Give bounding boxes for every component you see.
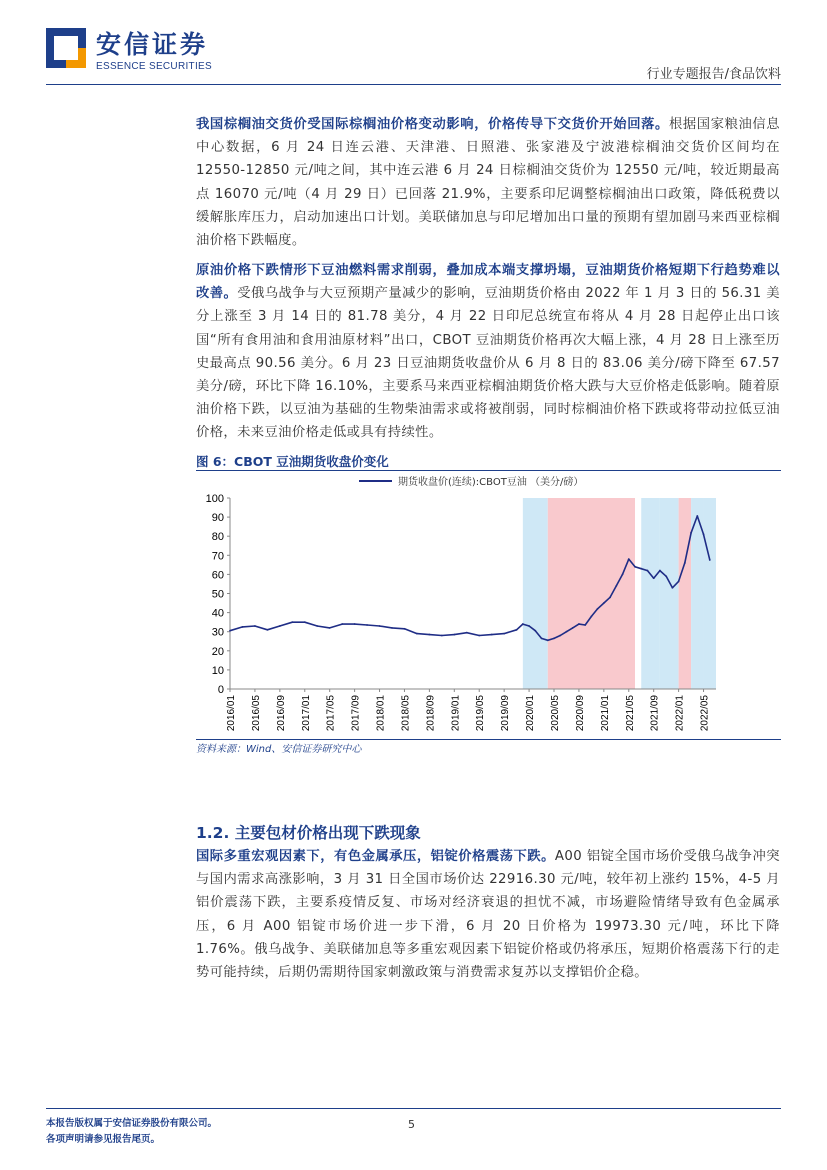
y-tick-label: 60 — [211, 569, 224, 582]
series-point — [453, 634, 455, 636]
series-point — [254, 625, 256, 627]
series-point — [291, 621, 293, 623]
series-point — [503, 633, 505, 635]
paragraph-body: 受俄乌战争与大豆预期产量减少的影响，豆油期货价格由 2022 年 1 月 3 日的 56.31 美分上涨至 3 月 14 日的 81.78 美分，4 月 22 日印尼总统宣布将从 4 月 28 日起停止出口该国“所有食用油和食用油原材料”出口，CBOT 豆油期货价格再次大幅上涨，4 月 28 日上涨至历史最高点 90.56 美分。6 月 23 日豆油期货收盘价从 6 月 8 日的 83.06 美分/磅下降至 67.57 美分/磅，环比下降 16.10%，主要系马来西亚棕榈油期货价格大跌与大豆价格走低影响。随着原油价格下跌，以豆油为基础的生物柴油需求或将被削弱，同时棕榈油价格下跌或将带动拉低豆油价格，未来豆油价格走低或具有持续性。 — [196, 286, 780, 441]
x-tick-label: 2017/09 — [350, 695, 362, 732]
series-point — [566, 631, 568, 633]
x-tick-label: 2018/05 — [400, 695, 412, 732]
series-point — [242, 626, 244, 628]
y-tick-label: 10 — [211, 664, 224, 677]
series-point — [534, 630, 536, 632]
series-point — [522, 623, 524, 625]
x-tick-label: 2022/05 — [699, 695, 711, 732]
paragraph-lead: 我国棕榈油交货价受国际棕榈油价格变动影响，价格传导下交货价开始回落。 — [196, 117, 669, 132]
x-tick-label: 2016/01 — [226, 695, 237, 732]
series-point — [603, 602, 605, 604]
y-tick-label: 70 — [211, 550, 224, 563]
series-point — [404, 628, 406, 630]
series-point — [266, 629, 268, 631]
paragraph-aluminum — [196, 845, 780, 984]
y-tick-label: 80 — [211, 531, 224, 544]
series-point — [690, 532, 692, 534]
series-point — [678, 581, 680, 583]
paragraph-lead: 国际多重宏观因素下，有色金属承压，铝锭价格震荡下跌。 — [196, 849, 555, 864]
series-point — [640, 568, 642, 570]
series-point — [478, 635, 480, 637]
y-tick-label: 100 — [205, 493, 224, 505]
figure-source: 资料来源：Wind、安信证券研究中心 — [196, 744, 362, 755]
footer-copyright: 本报告版权属于安信证券股份有限公司。 — [46, 1118, 218, 1129]
series-point — [541, 637, 543, 639]
company-name-cn: 安信证券 — [96, 30, 209, 59]
series-point — [547, 639, 549, 641]
company-name-en: ESSENCE SECURITIES — [96, 61, 212, 72]
series-point — [634, 566, 636, 568]
series-point — [684, 562, 686, 564]
y-tick-label: 90 — [211, 512, 224, 525]
x-tick-label: 2018/09 — [425, 695, 437, 732]
figure-title: 图 6：CBOT 豆油期货收盘价变化 — [196, 454, 389, 469]
shaded-period — [523, 498, 548, 689]
series-point — [671, 587, 673, 589]
series-point — [572, 627, 574, 629]
paragraph-palm-oil — [196, 113, 780, 252]
x-tick-label: 2017/01 — [300, 695, 312, 732]
series-point — [366, 624, 368, 626]
y-tick-label: 50 — [211, 588, 224, 601]
y-tick-label: 0 — [217, 684, 224, 696]
series-point — [391, 627, 393, 629]
header-divider — [46, 84, 781, 85]
series-point — [653, 577, 655, 579]
series-point — [316, 625, 318, 627]
report-type: 行业专题报告/食品饮料 — [646, 67, 781, 82]
series-point — [665, 575, 667, 577]
series-point — [416, 633, 418, 635]
x-tick-label: 2021/05 — [624, 695, 636, 732]
series-point — [441, 635, 443, 637]
series-point — [341, 623, 343, 625]
shaded-period — [704, 498, 716, 689]
paragraph-soybean-oil — [196, 259, 780, 445]
series-point — [590, 616, 592, 618]
series-point — [329, 627, 331, 629]
y-tick-label: 30 — [211, 626, 224, 639]
series-point — [647, 570, 649, 572]
series-point — [659, 570, 661, 572]
series-point — [628, 558, 630, 560]
series-point — [559, 635, 561, 637]
series-point — [703, 533, 705, 535]
shaded-period — [641, 498, 660, 689]
x-tick-label: 2020/01 — [525, 695, 537, 732]
series-point — [597, 608, 599, 610]
x-tick-label: 2016/05 — [250, 695, 262, 732]
x-tick-label: 2020/09 — [574, 695, 586, 732]
series-point — [229, 630, 231, 632]
series-point — [466, 632, 468, 634]
x-tick-label: 2020/05 — [550, 695, 561, 732]
series-point — [516, 629, 518, 631]
paragraph-body: A00 铝锭全国市场价受俄乌战争冲突与国内需求高涨影响，3 月 31 日全国市场价达 22916.30 元/吨，较年初上涨约 15%，4-5 月铝价震荡下跌，主要系疫情反复、市场对经济衰退的担忧不减，市场避险情绪导致有色金属承压，6 月 A00 铝锭市场价进一步下滑，6 月 20 日价格为 19973.30 元/吨，环比下降 1.76%。俄乌战争、美联储加息等多重宏观因素下铝锭价格或仍将承压，短期价格震荡下行的走势可能持续，后期仍需期待国家刺激政策与消费需求复苏以支撑铝价企稳。 — [196, 849, 780, 981]
series-point — [354, 623, 356, 625]
series-point — [279, 625, 281, 627]
x-tick-label: 2016/09 — [275, 695, 287, 732]
footer-divider — [46, 1108, 781, 1109]
x-tick-label: 2019/05 — [475, 695, 487, 732]
series-point — [622, 574, 624, 576]
y-tick-label: 40 — [211, 607, 224, 620]
footer-disclaimer: 各项声明请参见报告尾页。 — [46, 1134, 161, 1145]
page-number: 5 — [408, 1118, 415, 1131]
y-tick-label: 20 — [211, 645, 224, 658]
series-point — [553, 637, 555, 639]
series-point — [615, 585, 617, 587]
paragraph-body: 根据国家粮油信息中心数据，6 月 24 日连云港、天津港、日照港、张家港及宁波港棕榈油交货价区间均在 12550-12850 元/吨之间，其中连云港 6 月 24 日棕榈油交货价为 12550 元/吨，较近期最高点 16070 元/吨（4 月 29 日）已回落 21.9%，主要系印尼调整棕榈油出口政策，降低税费以缓解胀库压力，启动加速出口计划。美联储加息与印尼增加出口量的预期有望加剧马来西亚棕榈油价格下跌幅度。 — [196, 117, 781, 249]
paragraph-lead: 原油价格下跌情形下豆油燃料需求削弱，叠加成本端支撑坍塌，豆油期货价格短期下行趋势难以改善。 — [196, 263, 780, 302]
shaded-period — [679, 498, 691, 689]
series-line — [230, 516, 710, 640]
series-point — [491, 634, 493, 636]
series-point — [609, 596, 611, 598]
series-point — [709, 559, 711, 561]
series-point — [578, 623, 580, 625]
series-point — [304, 621, 306, 623]
shaded-period — [660, 498, 679, 689]
series-point — [428, 634, 430, 636]
x-tick-label: 2019/09 — [500, 695, 512, 732]
x-tick-label: 2022/01 — [674, 695, 686, 732]
section-title: 1.2. 主要包材价格出现下跌现象 — [196, 824, 421, 842]
company-logo-icon — [46, 28, 86, 68]
x-tick-label: 2019/01 — [450, 695, 462, 732]
series-point — [528, 625, 530, 627]
series-point — [696, 515, 698, 517]
x-tick-label: 2021/01 — [599, 695, 611, 732]
series-point — [584, 624, 586, 626]
series-point — [379, 625, 381, 627]
soybean-oil-price-chart — [196, 471, 730, 739]
shaded-period — [548, 498, 635, 689]
x-tick-label: 2018/01 — [375, 695, 387, 732]
x-tick-label: 2017/05 — [325, 695, 337, 732]
x-tick-label: 2021/09 — [649, 695, 661, 732]
legend-label: 期货收盘价(连续):CBOT豆油 （美分/磅） — [398, 477, 584, 488]
